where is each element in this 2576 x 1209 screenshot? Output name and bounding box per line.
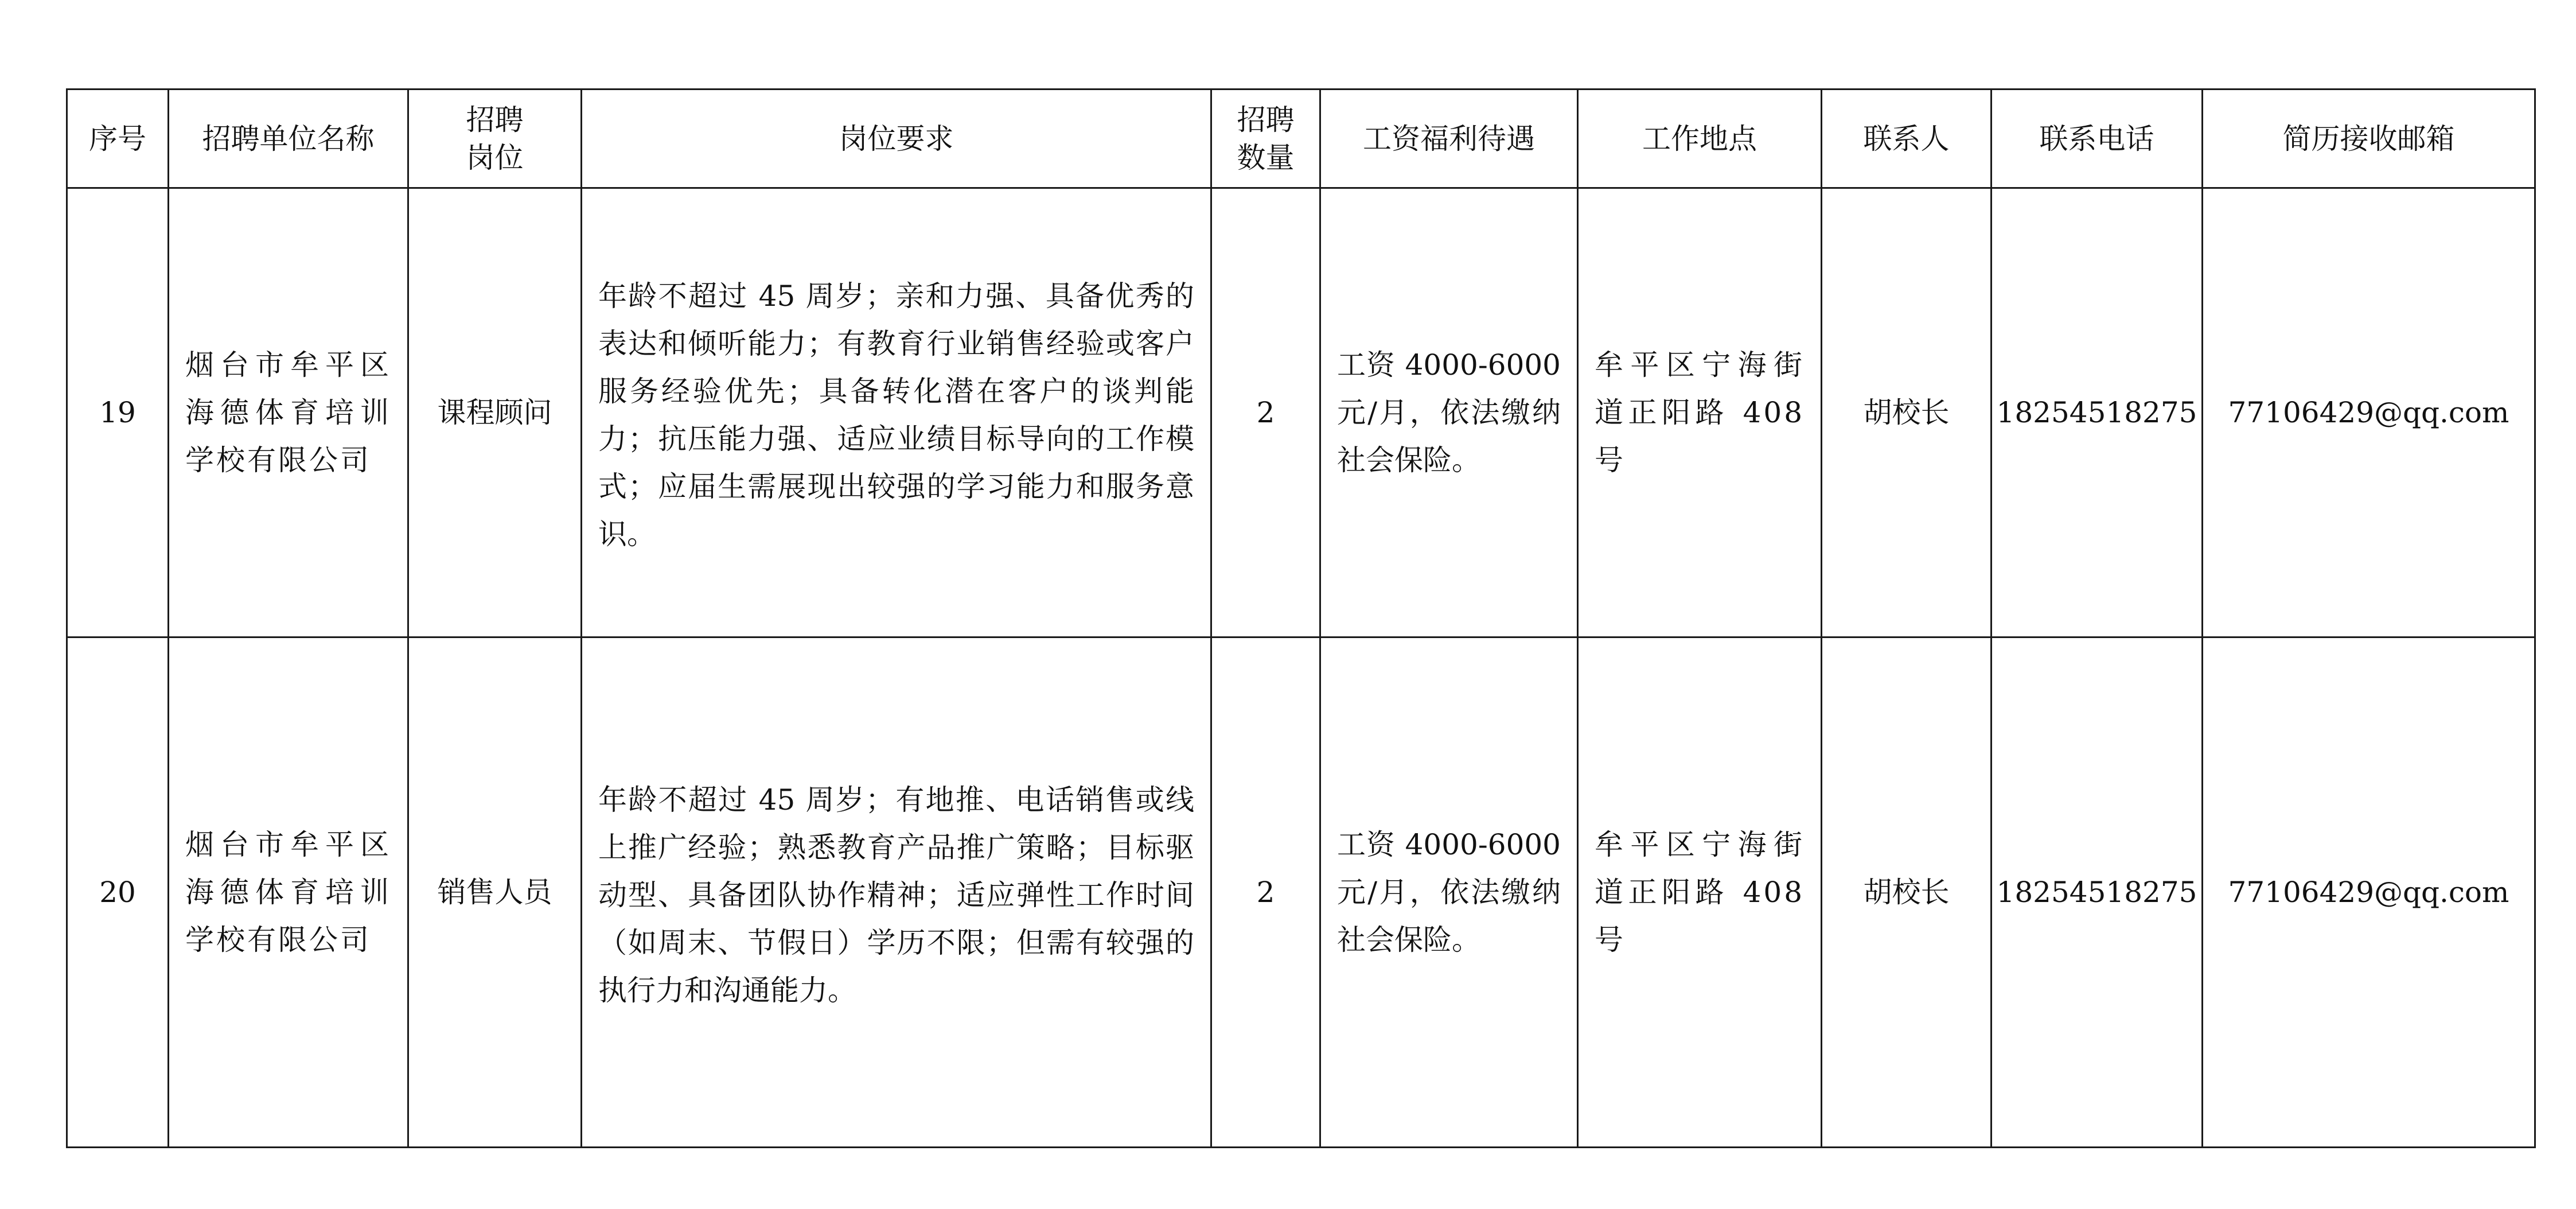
cell-phone: 18254518275 (1992, 188, 2203, 637)
requirements-text: 年龄不超过 45 周岁；有地推、电话销售或线上推广经验；熟悉教育产品推广策略；目标驱动型、具备团队协作精神；适应弹性工作时间（如周末、节假日）学历不限；但需有较强的执行力和沟通能力。 (598, 783, 1194, 1007)
header-requirements: 岗位要求 (582, 90, 1211, 188)
header-company: 招聘单位名称 (169, 90, 408, 188)
company-text: 烟台市牟平区海德体育培训学校有限公司 (185, 348, 391, 477)
cell-salary (1320, 637, 1578, 1148)
cell-index: 19 (67, 188, 169, 637)
table-row (67, 637, 2535, 1148)
cell-contact: 胡校长 (1822, 637, 1992, 1148)
location-text: 牟平区宁海街道正阳路 408 号 (1595, 827, 1805, 957)
header-salary: 工资福利待遇 (1320, 90, 1578, 188)
cell-position: 销售人员 (408, 637, 582, 1148)
header-position-line-2: 岗位 (466, 141, 524, 174)
table-row (67, 188, 2535, 637)
header-count-line-2: 数量 (1237, 141, 1295, 174)
requirements-text: 年龄不超过 45 周岁；亲和力强、具备优秀的表达和倾听能力；有教育行业销售经验或客户服务经验优先；具备转化潜在客户的谈判能力；抗压能力强、适应业绩目标导向的工作模式；应届生需展现出较强的学习能力和服务意识。 (598, 279, 1194, 551)
cell-position: 课程顾问 (408, 188, 582, 637)
cell-company (169, 637, 408, 1148)
cell-index: 20 (67, 637, 169, 1148)
cell-requirements (582, 188, 1211, 637)
location-text: 牟平区宁海街道正阳路 408 号 (1595, 348, 1805, 477)
cell-phone: 18254518275 (1992, 637, 2203, 1148)
header-count-line-1: 招聘 (1237, 103, 1295, 137)
cell-count: 2 (1211, 637, 1320, 1148)
cell-salary (1320, 188, 1578, 637)
cell-location (1578, 637, 1822, 1148)
cell-contact: 胡校长 (1822, 188, 1992, 637)
header-email: 简历接收邮箱 (2203, 90, 2535, 188)
cell-email: 77106429@qq.com (2203, 188, 2535, 637)
company-text: 烟台市牟平区海德体育培训学校有限公司 (185, 827, 391, 957)
cell-location (1578, 188, 1822, 637)
header-count (1211, 90, 1320, 188)
header-index: 序号 (67, 90, 169, 188)
salary-text: 工资 4000-6000 元/月，依法缴纳社会保险。 (1337, 827, 1561, 957)
header-position (408, 90, 582, 188)
cell-count: 2 (1211, 188, 1320, 637)
header-phone: 联系电话 (1992, 90, 2203, 188)
cell-requirements (582, 637, 1211, 1148)
salary-text: 工资 4000-6000 元/月，依法缴纳社会保险。 (1337, 348, 1561, 477)
cell-company (169, 188, 408, 637)
header-location: 工作地点 (1578, 90, 1822, 188)
header-position-line-1: 招聘 (466, 103, 524, 137)
cell-email: 77106429@qq.com (2203, 637, 2535, 1148)
header-contact: 联系人 (1822, 90, 1992, 188)
table-header-row (67, 90, 2535, 188)
recruitment-table (66, 88, 2536, 1148)
